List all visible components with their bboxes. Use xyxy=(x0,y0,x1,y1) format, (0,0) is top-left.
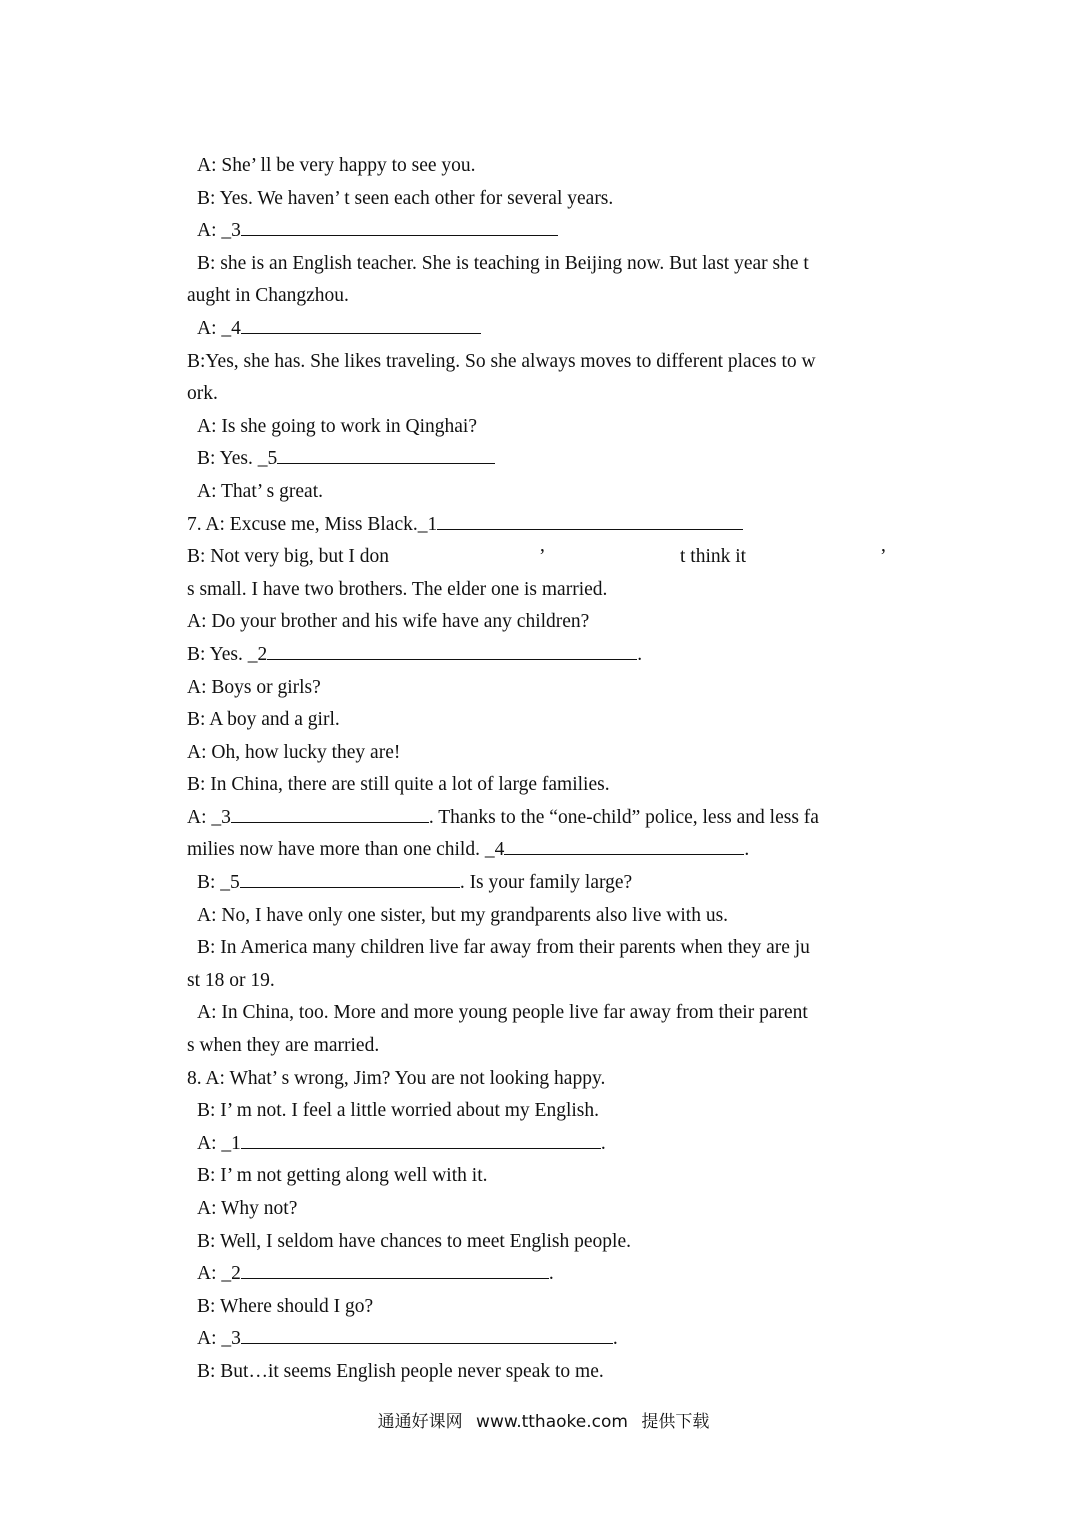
text-line xyxy=(187,1030,907,1063)
text-line xyxy=(187,1128,907,1161)
line-text: A: _3 xyxy=(197,220,241,242)
text-line xyxy=(187,802,907,835)
apostrophe: ’ xyxy=(539,546,546,568)
line-text: B:Yes, she has. She likes traveling. So she always moves to different places to w xyxy=(187,350,816,372)
text-line xyxy=(187,704,907,737)
text-line xyxy=(187,1291,907,1324)
answer-blank[interactable] xyxy=(267,640,637,660)
line-text: 8. A: What’ s wrong, Jim? You are not looking happy. xyxy=(187,1067,606,1089)
text-line xyxy=(187,606,907,639)
line-text: A: _2 xyxy=(197,1263,241,1285)
line-text: A: _1 xyxy=(197,1132,241,1154)
apostrophe: ’ xyxy=(880,546,887,568)
line-text: milies now have more than one child. _4 xyxy=(187,839,505,861)
line-text: B: I’ m not. I feel a little worried about my English. xyxy=(197,1100,600,1122)
text-line xyxy=(187,1323,907,1356)
text-line xyxy=(187,1063,907,1096)
line-text: B: Yes. _5 xyxy=(197,448,278,470)
text-line xyxy=(187,932,907,965)
line-text: B: she is an English teacher. She is teaching in Beijing now. But last year she t xyxy=(197,252,809,274)
line-text: A: That’ s great. xyxy=(197,480,323,502)
line-text: B: _5 xyxy=(197,872,240,894)
text-line xyxy=(187,1226,907,1259)
text-line xyxy=(187,769,907,802)
line-text: B: A boy and a girl. xyxy=(187,709,340,731)
footer-url: www.tthaoke.com xyxy=(476,1412,628,1432)
text-line xyxy=(187,1095,907,1128)
text-line xyxy=(187,834,907,867)
footer-suffix: 提供下载 xyxy=(641,1412,710,1432)
line-text: ork. xyxy=(187,383,218,405)
line-text: B: In America many children live far away from their parents when they are ju xyxy=(197,937,810,959)
line-text-after-blank: . xyxy=(744,839,750,861)
answer-blank[interactable] xyxy=(241,314,481,334)
footer-site-name: 通通好课网 xyxy=(377,1412,463,1432)
text-line xyxy=(187,183,907,216)
text-line xyxy=(187,346,907,379)
line-text: aught in Changzhou. xyxy=(187,285,349,307)
line-text: A: Why not? xyxy=(197,1198,298,1219)
line-text-after-blank: . xyxy=(612,1328,618,1350)
answer-blank[interactable] xyxy=(277,444,495,464)
line-text: A: _3 xyxy=(197,1328,241,1350)
line-text: A: _3 xyxy=(187,806,231,828)
text-line xyxy=(187,509,907,542)
line-text: B: I’ m not getting along well with it. xyxy=(197,1165,488,1187)
answer-blank[interactable] xyxy=(241,1324,613,1344)
line-text: s small. I have two brothers. The elder one is married. xyxy=(187,578,608,600)
dialogue-text xyxy=(187,150,907,1389)
line-text: A: Do your brother and his wife have any children? xyxy=(187,611,590,633)
line-text: B: In China, there are still quite a lot of large families. xyxy=(187,774,610,796)
text-line xyxy=(187,900,907,933)
line-text: A: Oh, how lucky they are! xyxy=(187,741,401,763)
text-line xyxy=(187,867,907,900)
line-text: t think it xyxy=(680,546,747,568)
text-line xyxy=(187,476,907,509)
text-line xyxy=(187,672,907,705)
text-line xyxy=(187,997,907,1030)
line-text: B: Yes. We haven’ t seen each other for several years. xyxy=(197,187,614,209)
answer-blank[interactable] xyxy=(504,835,744,855)
line-text-after-blank: . xyxy=(548,1263,554,1285)
text-line xyxy=(187,1160,907,1193)
line-text-after-blank: . Thanks to the “one-child” police, less and less fa xyxy=(428,806,819,828)
line-text-after-blank: . xyxy=(600,1132,606,1154)
answer-blank[interactable] xyxy=(241,216,558,236)
line-text: A: She’ ll be very happy to see you. xyxy=(197,155,476,176)
line-text: B: Where should I go? xyxy=(197,1295,374,1317)
line-text-after-blank: . Is your family large? xyxy=(459,872,633,894)
text-line xyxy=(187,313,907,346)
line-text: A: In China, too. More and more young people live far away from their parent xyxy=(197,1002,808,1024)
line-text: B: Not very big, but I don xyxy=(187,546,390,568)
text-line xyxy=(187,378,907,411)
answer-blank[interactable] xyxy=(241,1259,549,1279)
page-footer xyxy=(0,1407,1087,1432)
answer-blank[interactable] xyxy=(241,1129,601,1149)
line-text-after-blank: . xyxy=(637,643,643,665)
text-line xyxy=(187,1356,907,1389)
text-line xyxy=(187,737,907,770)
text-line xyxy=(187,248,907,281)
text-line xyxy=(187,443,907,476)
line-text: A: Is she going to work in Qinghai? xyxy=(197,415,478,437)
text-line xyxy=(187,1258,907,1291)
text-line xyxy=(187,541,907,574)
answer-blank[interactable] xyxy=(437,510,743,530)
answer-blank[interactable] xyxy=(240,868,460,888)
text-line xyxy=(187,411,907,444)
answer-blank[interactable] xyxy=(231,803,429,823)
text-line xyxy=(187,574,907,607)
line-text: B: Yes. _2 xyxy=(187,643,268,665)
line-text: 7. A: Excuse me, Miss Black._1 xyxy=(187,513,438,535)
line-text: A: _4 xyxy=(197,317,241,339)
line-text: s when they are married. xyxy=(187,1035,380,1057)
text-line xyxy=(187,215,907,248)
text-line xyxy=(187,639,907,672)
line-text: st 18 or 19. xyxy=(187,969,275,991)
text-line xyxy=(187,965,907,998)
text-line xyxy=(187,150,907,183)
text-line xyxy=(187,280,907,313)
text-line xyxy=(187,1193,907,1226)
line-text: A: No, I have only one sister, but my grandparents also live with us. xyxy=(197,904,729,926)
line-text: A: Boys or girls? xyxy=(187,676,321,698)
line-text: B: Well, I seldom have chances to meet English people. xyxy=(197,1230,631,1252)
line-text: B: But…it seems English people never speak to me. xyxy=(197,1360,604,1382)
